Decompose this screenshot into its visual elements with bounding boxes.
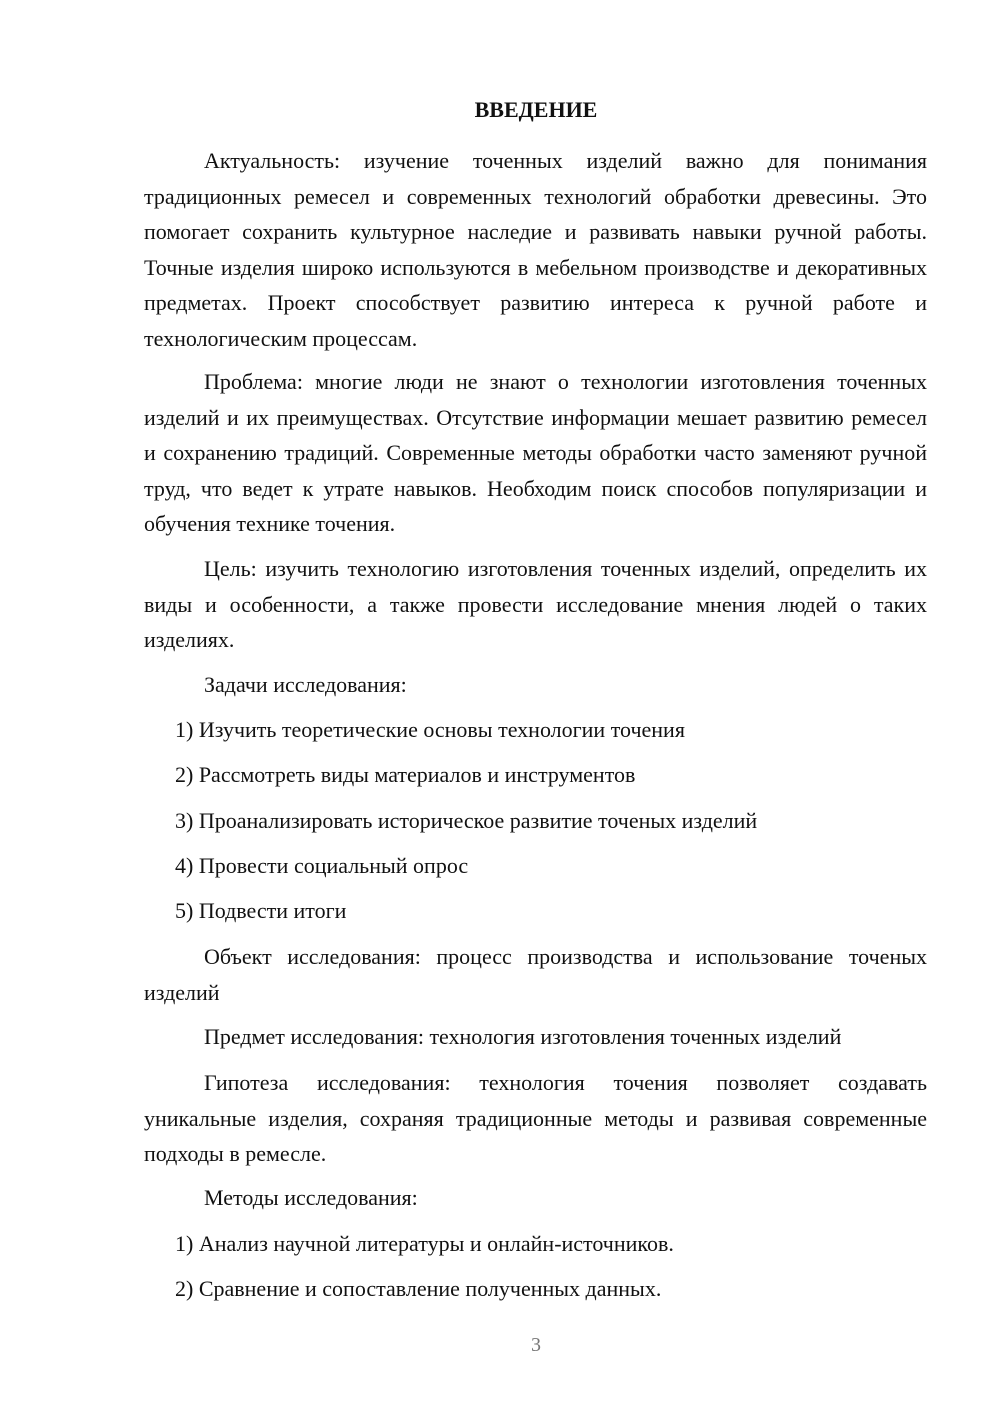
method-item: 1) Анализ научной литературы и онлайн-источников.	[175, 1231, 674, 1256]
object-paragraph: Объект исследования: процесс производства и использование точеных изделий	[144, 944, 927, 1005]
task-item: 3) Проанализировать историческое развитие точеных изделий	[175, 808, 758, 833]
subject-line: Предмет исследования: технология изготовления точенных изделий	[204, 1024, 842, 1049]
page-number: 3	[531, 1334, 541, 1356]
task-item: 1) Изучить теоретические основы технологии точения	[175, 717, 685, 742]
methods-heading: Методы исследования:	[204, 1185, 418, 1210]
relevance-paragraph: Актуальность: изучение точенных изделий важно для понимания традиционных ремесел и современных технологий обработки древесины. Это помогает сохранить культурное наследие и развивать навыки ручной работы. Точные изделия широко используются в мебельном производстве и декоративных предметах. Проект способствует развитию интереса к ручной работе и технологическим процессам.	[144, 148, 927, 351]
problem-paragraph: Проблема: многие люди не знают о технологии изготовления точенных изделий и их преимуществах. Отсутствие информации мешает развитию ремесел и сохранению традиций. Современные методы обработки часто заменяют ручной труд, что ведет к утрате навыков. Необходим поиск способов популяризации и обучения технике точения.	[144, 369, 927, 536]
goal-paragraph: Цель: изучить технологию изготовления точенных изделий, определить их виды и особенности, а также провести исследование мнения людей о таких изделиях.	[144, 556, 927, 652]
task-item: 2) Рассмотреть виды материалов и инструментов	[175, 762, 636, 787]
method-item: 2) Сравнение и сопоставление полученных данных.	[175, 1276, 662, 1301]
hypothesis-paragraph: Гипотеза исследования: технология точения позволяет создавать уникальные изделия, сохраняя традиционные методы и развивая современные подходы в ремесле.	[144, 1070, 927, 1166]
page-title: ВВЕДЕНИЕ	[474, 97, 598, 122]
task-item: 5) Подвести итоги	[175, 898, 347, 923]
tasks-heading: Задачи исследования:	[204, 672, 407, 697]
task-item: 4) Провести социальный опрос	[175, 853, 469, 878]
